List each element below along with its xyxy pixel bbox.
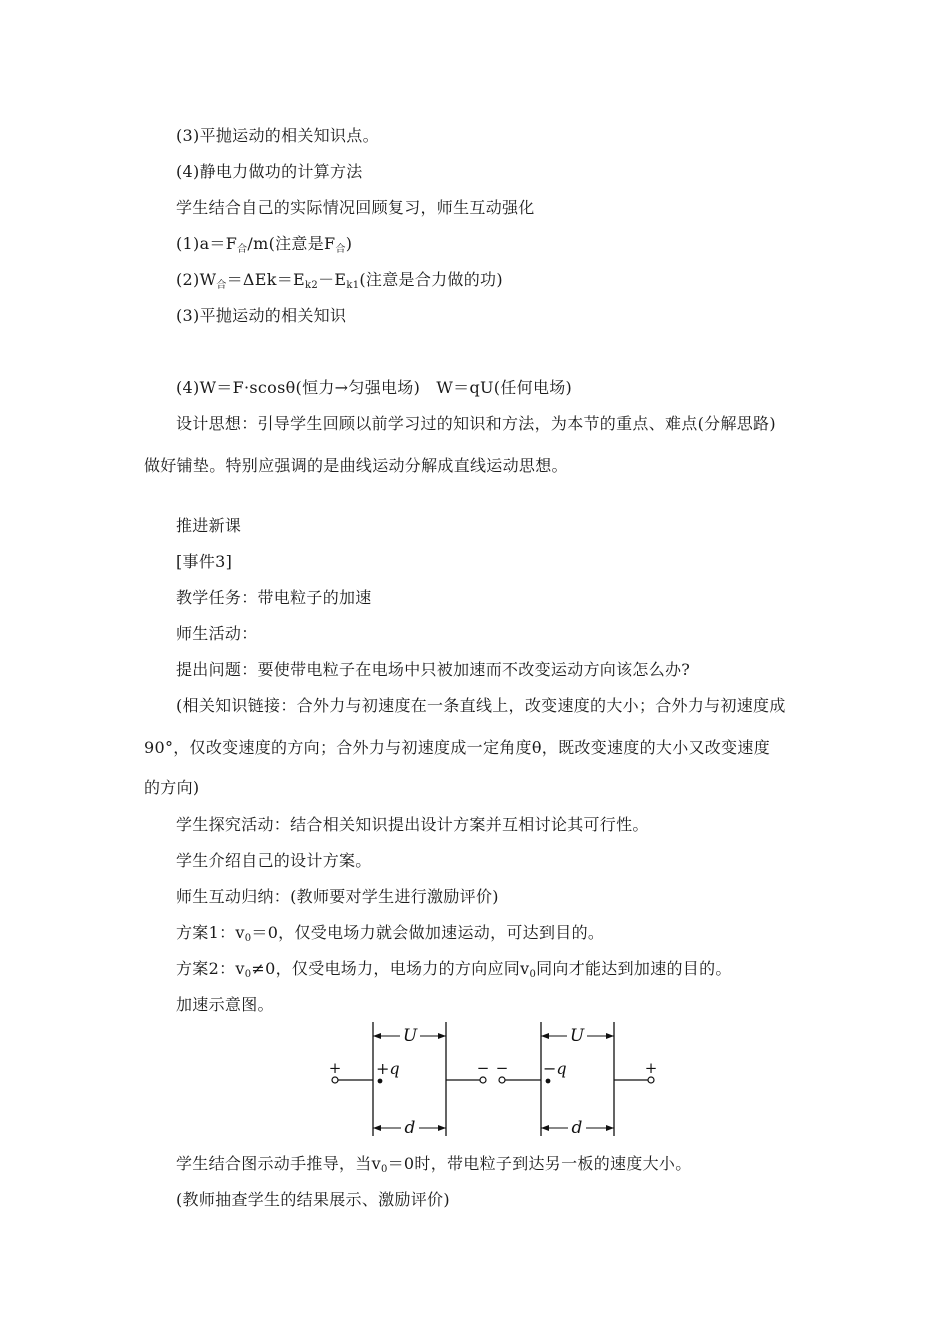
terminal — [480, 1077, 486, 1083]
acceleration-diagram — [320, 1018, 666, 1142]
text-line: 加速示意图。 — [176, 995, 274, 1014]
text-line: (相关知识链接：合外力与初速度在一条直线上，改变速度的大小；合外力与初速度成 — [176, 696, 786, 715]
right-capacitor — [496, 1022, 658, 1138]
text-line: 90°，仅改变速度的方向；合外力与初速度成一定角度θ，既改变速度的大小又改变速度 — [144, 738, 770, 757]
text-line: (3)平抛运动的相关知识点。 — [176, 126, 379, 145]
text-line: 做好铺垫。特别应强调的是曲线运动分解成直线运动思想。 — [144, 456, 568, 475]
arrow-head — [373, 1125, 381, 1131]
text-line: [事件3] — [176, 552, 233, 571]
terminal — [648, 1077, 654, 1083]
voltage-label: U — [569, 1026, 585, 1046]
terminal — [499, 1077, 505, 1083]
text-line: 学生结合图示动手推导，当$v_0=0$时，带电粒子到达另一板的速度大小。 — [176, 1154, 692, 1175]
formula-line: $(2)W_合=\Delta Ek=E_{k2}-E_{k1}$(注意是合力做的功) — [176, 270, 503, 291]
left-capacitor — [329, 1022, 490, 1138]
arrow-head — [541, 1125, 549, 1131]
formula-line: $(1)a=F_合/m$(注意是$F_合$) — [176, 234, 353, 255]
arrow-head — [438, 1125, 446, 1131]
charge-dot — [378, 1079, 383, 1084]
voltage-label: U — [402, 1026, 418, 1046]
section-heading: 推进新课 — [176, 516, 242, 535]
text-line: 师生活动： — [176, 624, 258, 643]
arrow-head — [541, 1033, 549, 1039]
terminal — [332, 1077, 338, 1083]
arrow-head — [606, 1125, 614, 1131]
distance-label: d — [404, 1118, 416, 1138]
charge-dot — [546, 1079, 551, 1084]
terminal-sign: + — [644, 1059, 658, 1077]
text-line: 的方向) — [144, 778, 200, 797]
text-line: (教师抽查学生的结果展示、激励评价) — [176, 1190, 450, 1209]
text-line: (4)静电力做功的计算方法 — [176, 162, 363, 181]
terminal-sign: − — [495, 1059, 509, 1077]
text-line: (3)平抛运动的相关知识 — [176, 306, 347, 325]
text-line: 学生结合自己的实际情况回顾复习，师生互动强化 — [176, 198, 535, 217]
charge-label: +q — [376, 1059, 400, 1078]
text-line: 学生介绍自己的设计方案。 — [176, 851, 372, 870]
arrow-head — [373, 1033, 381, 1039]
text-line: 师生互动归纳：(教师要对学生进行激励评价) — [176, 887, 499, 906]
text-line: 学生探究活动：结合相关知识提出设计方案并互相讨论其可行性。 — [176, 815, 649, 834]
text-line: 教学任务：带电粒子的加速 — [176, 588, 372, 607]
formula-line: (4)W＝F·scosθ(恒力→匀强电场) W＝qU(任何电场) — [176, 378, 573, 397]
arrow-head — [606, 1033, 614, 1039]
arrow-head — [438, 1033, 446, 1039]
distance-label: d — [571, 1118, 583, 1138]
text-line: 设计思想：引导学生回顾以前学习过的知识和方法，为本节的重点、难点(分解思路) — [176, 414, 776, 433]
terminal-sign: + — [328, 1059, 342, 1077]
charge-label: −q — [543, 1059, 567, 1078]
text-line: 提出问题：要使带电粒子在电场中只被加速而不改变运动方向该怎么办? — [176, 660, 691, 679]
text-line: 方案2：$v_0\ne 0$，仅受电场力，电场力的方向应同$v_0$同向才能达到加速的目的。 — [176, 959, 732, 980]
text-line: 方案1：$v_0=0$，仅受电场力就会做加速运动，可达到目的。 — [176, 923, 605, 944]
terminal-sign: − — [476, 1059, 490, 1077]
